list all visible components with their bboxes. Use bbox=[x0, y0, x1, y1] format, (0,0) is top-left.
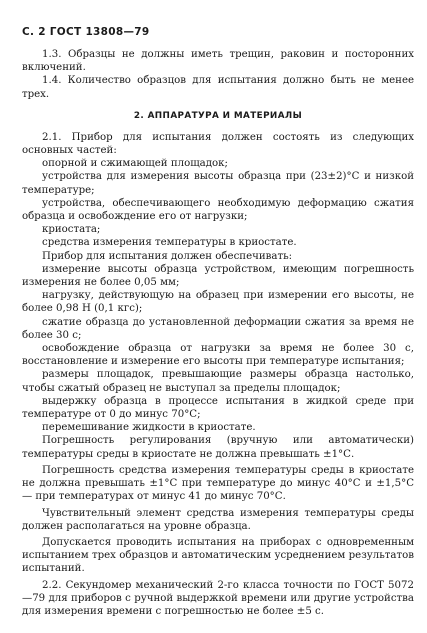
paragraph: Погрешность средства измерения температуры среды в криостате не должна превышать ±1°С при температуре до минус 40°С и ±1,5°С — при температурах от минус 41 до минус 70°С. bbox=[22, 464, 414, 503]
list-item: нагрузку, действующую на образец при измерении его высоты, не более 0,98 Н (0,1 кгс); bbox=[22, 290, 414, 315]
list-item: размеры площадок, превышающие размеры образца настолько, чтобы сжатый образец не выступал за пределы площадок; bbox=[22, 369, 414, 394]
list-item: перемешивание жидкости в криостате. bbox=[42, 422, 256, 434]
list-item: выдержку образца в процессе испытания в жидкой среде при температуре от 0 до минус 70°С; bbox=[22, 395, 414, 421]
paragraph-1-4: 1.4. Количество образцов для испытания должно быть не менее трех. bbox=[22, 75, 414, 100]
list-item: опорной и сжимающей площадок; bbox=[42, 158, 228, 170]
paragraph: Допускается проводить испытания на приборах с одновременным испытанием трех образцов и автоматическим усреднением результатов испытаний. bbox=[22, 536, 414, 575]
section-title: 2. АППАРАТУРА И МАТЕРИАЛЫ bbox=[133, 110, 303, 121]
paragraph: Прибор для испытания должен обеспечивать: bbox=[42, 250, 293, 262]
page-header: С. 2 ГОСТ 13808—79 bbox=[22, 26, 150, 38]
document-page bbox=[22, 26, 414, 618]
list-item: измерение высоты образца устройством, имеющим погрешность измерения не более 0,05 мм; bbox=[22, 263, 414, 289]
paragraph: Чувствительный элемент средства измерения температуры среды должен располагаться на уровне образца. bbox=[22, 507, 414, 532]
list-item: криостата; bbox=[42, 224, 101, 236]
list-item: сжатие образца до установленной деформации сжатия за время не более 30 с; bbox=[22, 316, 414, 341]
paragraph: Погрешность регулирования (вручную или автоматически) температуры среды в криостате не должна превышать ±1°С. bbox=[22, 435, 414, 460]
paragraph-1-3: 1.3. Образцы не должны иметь трещин, раковин и посторонних включений. bbox=[22, 49, 414, 74]
list-item: средства измерения температуры в криостате. bbox=[42, 237, 297, 249]
paragraph-2-2: 2.2. Секундомер механический 2-го класса точности по ГОСТ 5072—79 для приборов с ручной выдержкой времени или другие устройства для измерения времени с погрешностью не более ±5 с. bbox=[22, 579, 414, 617]
list-item: устройства, обеспечивающего необходимую деформацию сжатия образца и освобождение его от нагрузки; bbox=[22, 197, 414, 223]
paragraph-2-1: 2.1. Прибор для испытания должен состоять из следующих основных частей: bbox=[22, 131, 414, 157]
list-item: освобождение образца от нагрузки за время не более 30 с, восстановление и измерение его высоты при температуре испытания; bbox=[22, 343, 414, 368]
list-item: устройства для измерения высоты образца при (23±2)°С и низкой температуре; bbox=[22, 171, 414, 196]
